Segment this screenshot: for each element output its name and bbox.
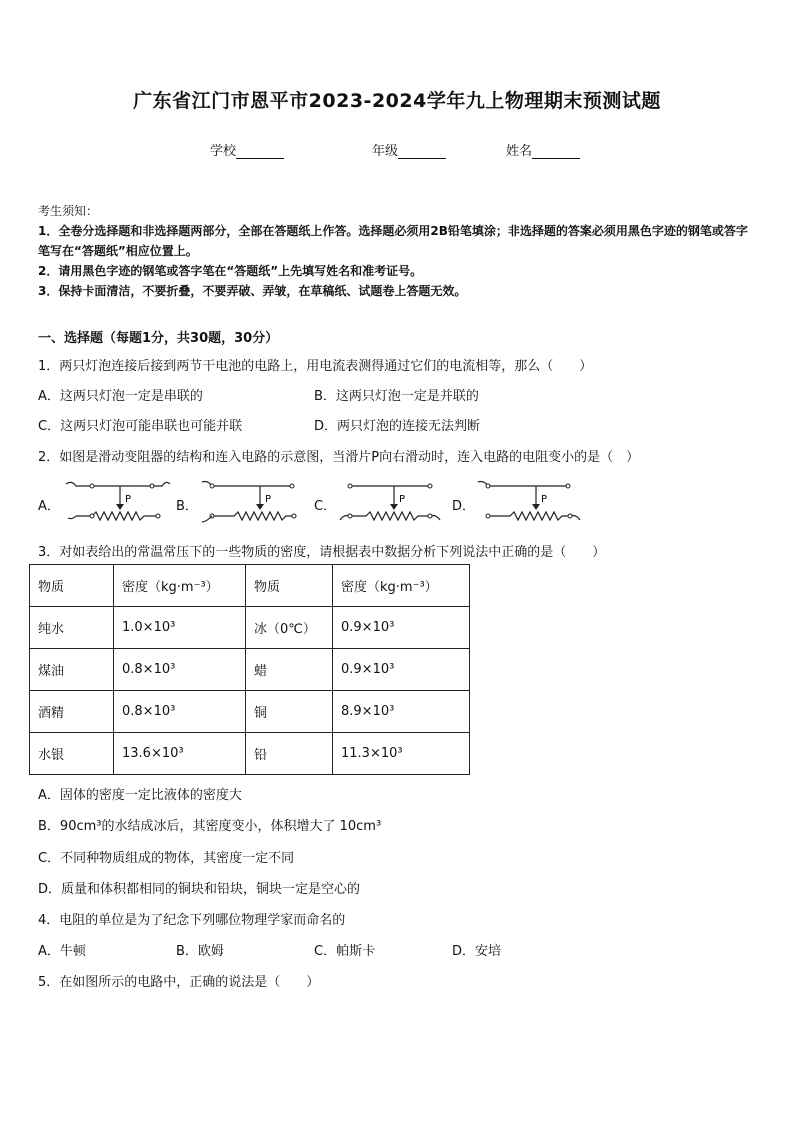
density-table — [29, 564, 470, 775]
page-title: 广东省江门市恩平市2023-2024学年九上物理期末预测试题 — [133, 90, 661, 112]
q4-option-d: D．安培 — [452, 944, 502, 959]
table-cell: 0.8×10³ — [114, 691, 246, 733]
table-header-cell: 物质 — [30, 565, 114, 607]
table-cell: 13.6×10³ — [114, 733, 246, 775]
name-label: 姓名 — [506, 144, 533, 159]
q2-label-c: C． — [314, 499, 337, 514]
table-cell: 冰（0℃） — [246, 607, 333, 649]
table-cell: 酒精 — [30, 691, 114, 733]
notice-item-3: 3．保持卡面清洁，不要折叠，不要弄破、弄皱，在草稿纸、试题卷上答题无效。 — [38, 284, 467, 298]
grade-field — [372, 140, 446, 159]
table-cell: 0.8×10³ — [114, 649, 246, 691]
svg-text:P: P — [541, 494, 548, 505]
school-blank — [236, 144, 284, 159]
table-cell: 蜡 — [246, 649, 333, 691]
svg-text:P: P — [265, 494, 272, 505]
school-label: 学校 — [210, 144, 237, 159]
table-cell: 1.0×10³ — [114, 607, 246, 649]
name-blank — [532, 144, 580, 159]
q4-option-c: C．帕斯卡 — [314, 944, 376, 959]
notice-heading: 考生须知： — [38, 204, 99, 218]
notice-item-2: 2．请用黑色字迹的钢笔或答字笔在“答题纸”上先填写姓名和准考证号。 — [38, 264, 423, 278]
table-row — [30, 691, 470, 733]
q1-stem: 1．两只灯泡连接后接到两节干电池的电路上，用电流表测得通过它们的电流相等，那么（ ） — [38, 359, 593, 374]
table-row — [30, 649, 470, 691]
table-header-cell: 密度（kg·m⁻³） — [333, 565, 470, 607]
q3-option-a: A．固体的密度一定比液体的密度大 — [38, 788, 242, 803]
svg-text:P: P — [399, 494, 406, 505]
q4-option-a: A．牛顿 — [38, 944, 86, 959]
q2-diagram-d — [474, 478, 584, 526]
q3-option-d: D．质量和体积都相同的铜块和铅块，铜块一定是空心的 — [38, 882, 361, 897]
slider-p: P — [125, 494, 132, 505]
q3-option-b: B．90cm³的水结成冰后，其密度变小，体积增大了 10cm³ — [38, 819, 382, 834]
q3-option-c: C．不同种物质组成的物体，其密度一定不同 — [38, 851, 295, 866]
name-field — [506, 140, 580, 159]
q2-diagram-c — [336, 478, 442, 526]
q2-diagram-b — [198, 478, 304, 526]
table-cell: 煤油 — [30, 649, 114, 691]
table-cell: 纯水 — [30, 607, 114, 649]
table-header-row — [30, 565, 470, 607]
table-cell: 0.9×10³ — [333, 607, 470, 649]
table-row — [30, 607, 470, 649]
q1-option-a: A．这两只灯泡一定是串联的 — [38, 389, 203, 404]
notice-item-1: 1．全卷分选择题和非选择题两部分，全部在答题纸上作答。选择题必须用2B铅笔填涂；非选择题的答案必须用黑色字迹的钢笔或答字笔写在“答题纸”相应位置上。 — [38, 224, 748, 258]
table-cell: 0.9×10³ — [333, 649, 470, 691]
q1-option-c: C．这两只灯泡可能串联也可能并联 — [38, 419, 243, 434]
table-cell: 8.9×10³ — [333, 691, 470, 733]
q4-option-b: B．欧姆 — [176, 944, 224, 959]
q2-stem: 2．如图是滑动变阻器的结构和连入电路的示意图，当滑片P向右滑动时，连入电路的电阻变小的是（ ） — [38, 450, 640, 465]
grade-label: 年级 — [372, 144, 399, 159]
q3-stem: 3．对如表给出的常温常压下的一些物质的密度，请根据表中数据分析下列说法中正确的是（ ） — [38, 545, 606, 560]
q2-label-a: A． — [38, 499, 60, 514]
q4-stem: 4．电阻的单位是为了纪念下列哪位物理学家而命名的 — [38, 913, 346, 928]
table-header-cell: 密度（kg·m⁻³） — [114, 565, 246, 607]
q2-diagram-a — [62, 478, 172, 526]
section-heading: 一、选择题（每题1分，共30题，30分） — [38, 331, 279, 346]
table-cell: 铜 — [246, 691, 333, 733]
q2-label-d: D． — [452, 499, 476, 514]
q5-stem: 5．在如图所示的电路中，正确的说法是（ ） — [38, 975, 320, 990]
school-field — [210, 140, 284, 159]
grade-blank — [398, 144, 446, 159]
table-cell: 铅 — [246, 733, 333, 775]
q1-option-b: B．这两只灯泡一定是并联的 — [314, 389, 479, 404]
q2-label-b: B． — [176, 499, 198, 514]
table-header-cell: 物质 — [246, 565, 333, 607]
table-cell: 11.3×10³ — [333, 733, 470, 775]
table-row — [30, 733, 470, 775]
q1-option-d: D．两只灯泡的连接无法判断 — [314, 419, 481, 434]
notice-block — [38, 201, 758, 301]
table-cell: 水银 — [30, 733, 114, 775]
